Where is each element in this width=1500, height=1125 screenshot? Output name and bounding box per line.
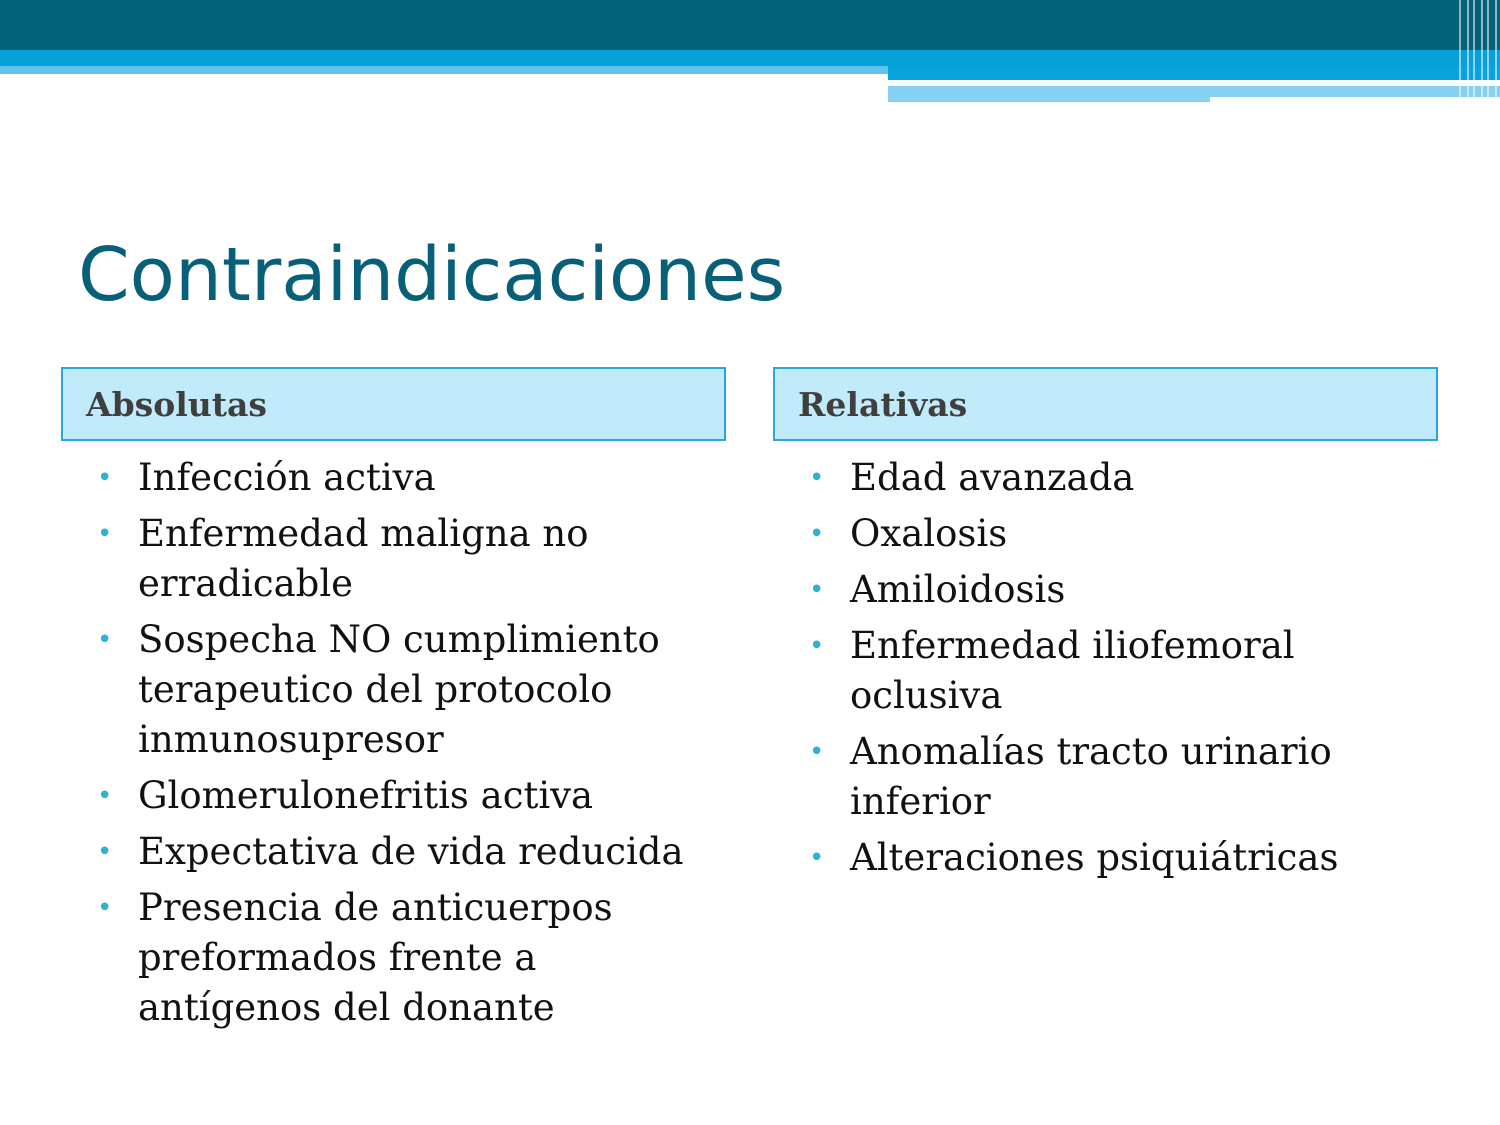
column-absolutas: [61, 367, 726, 1039]
column-relativas: [773, 367, 1438, 889]
list-item: • Edad avanzada: [773, 453, 1440, 503]
list-item: • Amiloidosis: [773, 565, 1440, 615]
column-header-absolutas: Absolutas: [61, 367, 726, 441]
bullet-icon: •: [97, 625, 113, 655]
list-item: • Infección activa: [61, 453, 728, 503]
header-band-mid: [0, 50, 1500, 66]
header-band-right-d: [888, 97, 1210, 102]
bullet-icon: •: [809, 575, 825, 605]
bullet-icon: •: [97, 519, 113, 549]
list-relativas: [773, 453, 1438, 883]
list-item: • Anomalías tracto urinario inferior: [773, 727, 1440, 827]
header-band-light-left: [0, 66, 888, 74]
list-item: • Presencia de anticuerpos preformados frente a antígenos del donante: [61, 883, 728, 1033]
bullet-icon: •: [97, 893, 113, 923]
bullet-icon: •: [809, 519, 825, 549]
list-item: • Expectativa de vida reducida: [61, 827, 728, 877]
header-band-right-gap: [888, 80, 1388, 84]
bullet-icon: •: [809, 843, 825, 873]
list-item: • Glomerulonefritis activa: [61, 771, 728, 821]
column-header-relativas: Relativas: [773, 367, 1438, 441]
list-item: • Enfermedad iliofemoral oclusiva: [773, 621, 1440, 721]
list-item: • Sospecha NO cumplimiento terapeutico del protocolo inmunosupresor: [61, 615, 728, 765]
list-item: • Enfermedad maligna no erradicable: [61, 509, 728, 609]
list-item: • Oxalosis: [773, 509, 1440, 559]
header-band-dark: [0, 0, 1500, 50]
bullet-icon: •: [809, 737, 825, 767]
bullet-icon: •: [97, 837, 113, 867]
header-stripes: [1455, 0, 1500, 102]
bullet-icon: •: [809, 463, 825, 493]
list-item: • Alteraciones psiquiátricas: [773, 833, 1440, 883]
bullet-icon: •: [97, 781, 113, 811]
bullet-icon: •: [809, 631, 825, 661]
header-band-right-a: [888, 66, 1500, 80]
slide-title: Contraindicaciones: [78, 232, 786, 318]
list-absolutas: [61, 453, 726, 1033]
bullet-icon: •: [97, 463, 113, 493]
